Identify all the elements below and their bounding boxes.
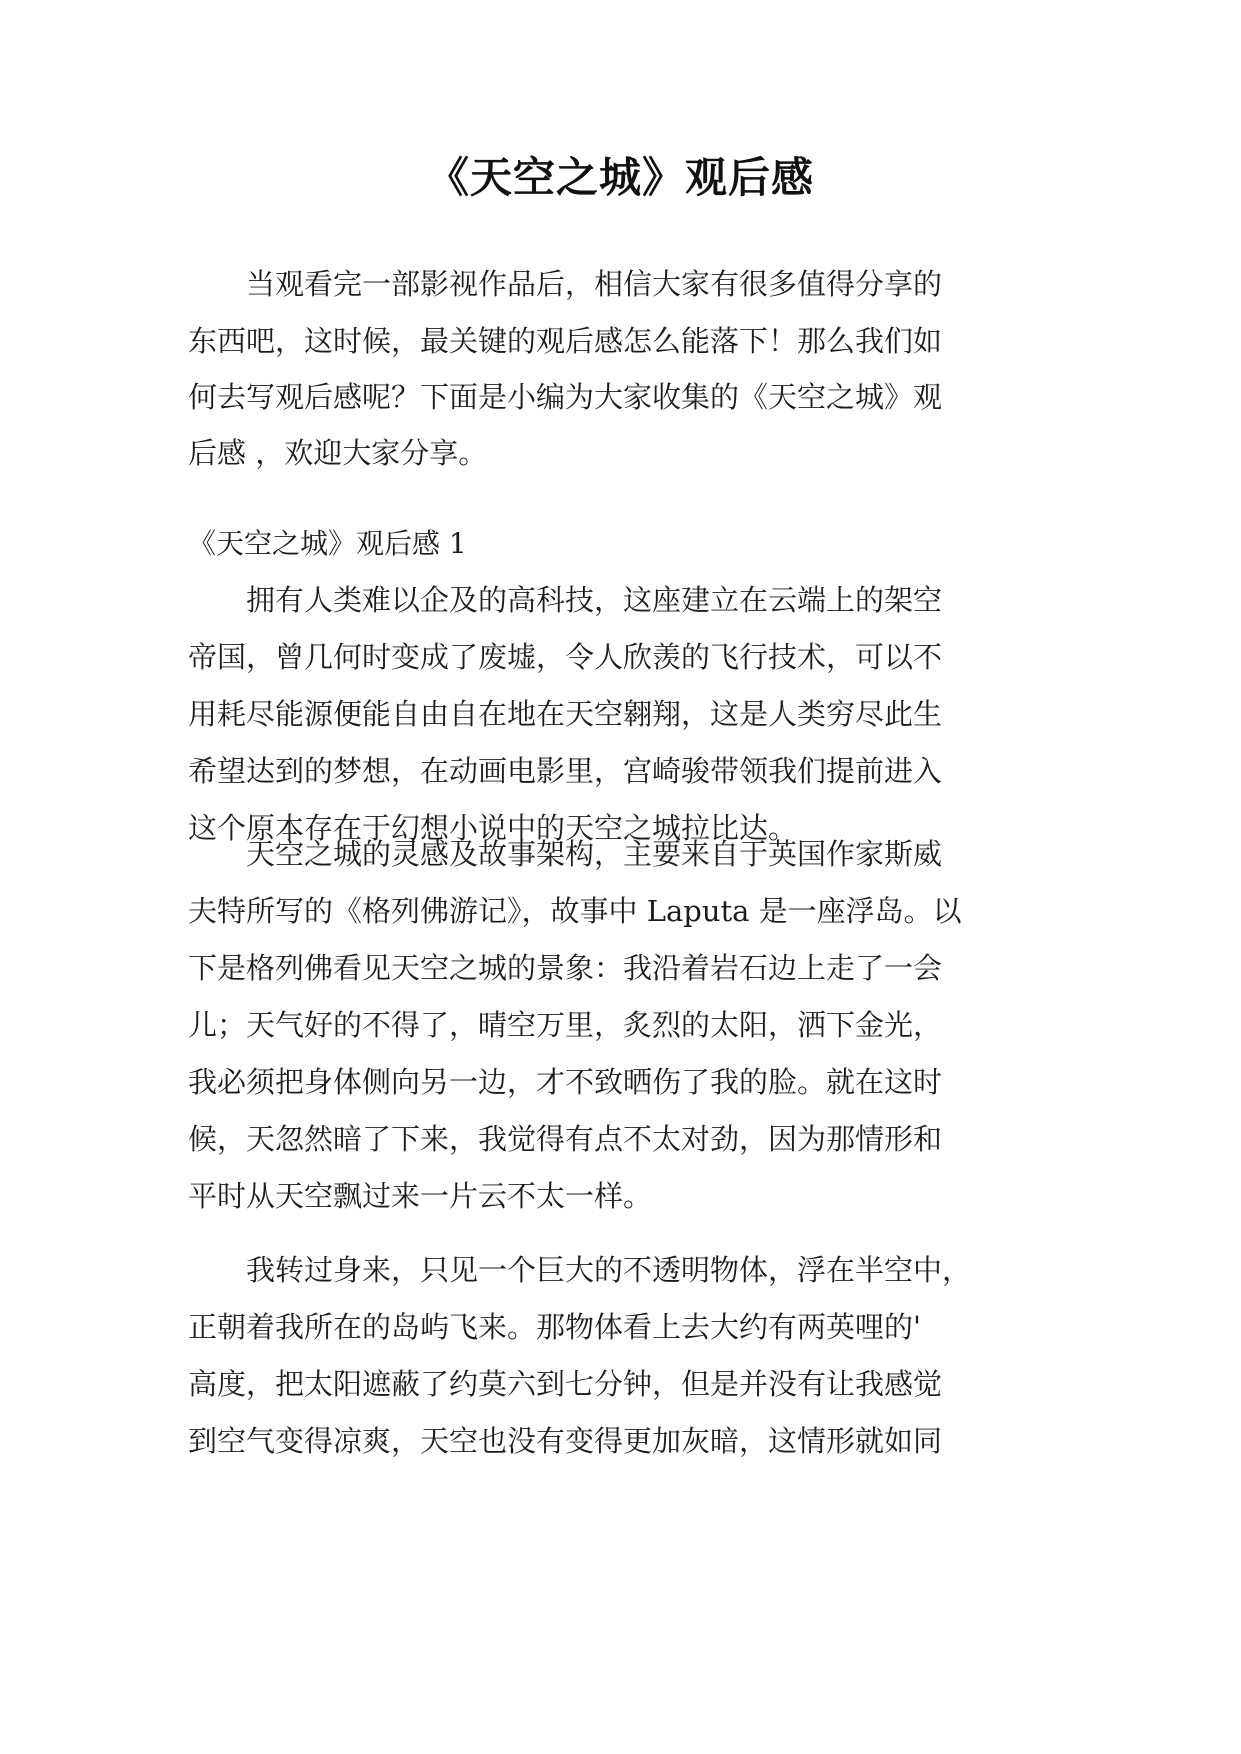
- paragraph-line: 我必须把身体侧向另一边，才不致晒伤了我的脸。就在这时: [188, 1065, 943, 1099]
- paragraph-3: [188, 1250, 1068, 1490]
- paragraph-line: 帝国，曾几何时变成了废墟，令人欣羡的飞行技术，可以不: [188, 640, 943, 674]
- intro-line: 东西吧，这时候，最关键的观后感怎么能落下！那么我们如: [188, 324, 943, 358]
- document-title: 《天空之城》观后感: [426, 153, 814, 202]
- paragraph-line: 拥有人类难以企及的高科技，这座建立在云端上的架空: [188, 583, 943, 617]
- paragraph-line: 下是格列佛看见天空之城的景象：我沿着岩石边上走了一会: [188, 951, 943, 985]
- paragraph-line: 天空之城的灵感及故事架构，主要来自于英国作家斯威: [188, 837, 943, 871]
- paragraph-line: 希望达到的梦想，在动画电影里，宫崎骏带领我们提前进入: [188, 754, 943, 788]
- paragraph-1: [188, 580, 1068, 870]
- paragraph-line: 到空气变得凉爽，天空也没有变得更加灰暗，这情形就如同: [188, 1424, 943, 1458]
- paragraph-line: 高度，把太阳遮蔽了约莫六到七分钟，但是并没有让我感觉: [188, 1367, 943, 1401]
- intro-line: 何去写观后感呢？下面是小编为大家收集的《天空之城》观: [188, 380, 943, 414]
- paragraph-line: 儿；天气好的不得了，晴空万里，炙烈的太阳，洒下金光，: [188, 1008, 943, 1042]
- intro-paragraph: [188, 264, 1068, 488]
- paragraph-line: 平时从天空飘过来一片云不太一样。: [188, 1179, 653, 1213]
- paragraph-line: 正朝着我所在的岛屿飞来。那物体看上去大约有两英哩的': [188, 1310, 921, 1344]
- paragraph-line: 候，天忽然暗了下来，我觉得有点不太对劲，因为那情形和: [188, 1122, 943, 1156]
- paragraph-line: 用耗尽能源便能自由自在地在天空翱翔，这是人类穷尽此生: [188, 697, 943, 731]
- paragraph-2: [188, 834, 1068, 1234]
- paragraph-line: 我转过身来，只见一个巨大的不透明物体，浮在半空中，: [188, 1253, 972, 1287]
- paragraph-line: 这个原本存在于幻想小说中的天空之城拉比达。: [188, 811, 798, 845]
- intro-line: 后感 ，欢迎大家分享。: [188, 436, 488, 470]
- section-heading: 《天空之城》观后感 1: [188, 527, 467, 560]
- paragraph-line: 夫特所写的《格列佛游记》，故事中 Laputa 是一座浮岛。以: [188, 894, 962, 928]
- intro-line: 当观看完一部影视作品后，相信大家有很多值得分享的: [188, 267, 943, 301]
